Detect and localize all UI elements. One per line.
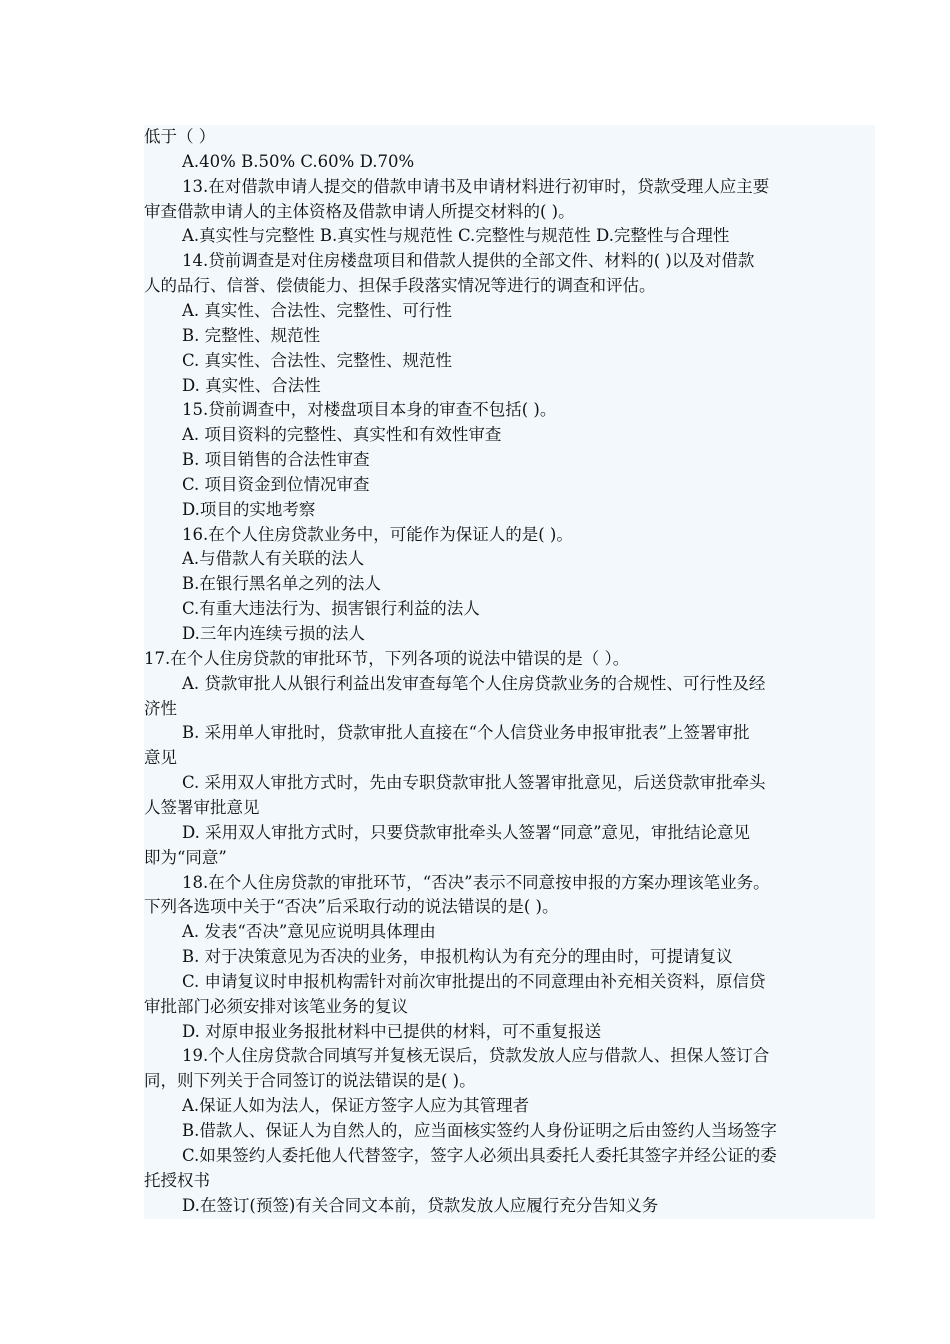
text-line: D. 真实性、合法性 <box>182 375 321 395</box>
text-line: 18.在个人住房贷款的审批环节，“否决”表示不同意按申报的方案办理该笔业务。 <box>182 872 770 892</box>
text-line: 16.在个人住房贷款业务中，可能作为保证人的是( )。 <box>182 524 573 544</box>
text-line: A.40% B.50% C.60% D.70% <box>182 151 415 171</box>
text-line: A. 真实性、合法性、完整性、可行性 <box>182 300 452 320</box>
text-line: 人签署审批意见 <box>144 797 260 817</box>
text-line: D.三年内连续亏损的法人 <box>182 624 365 643</box>
text-line: 审查借款申请人的主体资格及借款申请人所提交材料的( )。 <box>144 201 575 221</box>
document-page <box>144 125 875 1219</box>
text-line: D.在签订(预签)有关合同文本前，贷款发放人应履行充分告知义务 <box>182 1195 659 1215</box>
text-line: A. 项目资料的完整性、真实性和有效性审查 <box>182 425 502 445</box>
text-line: 17.在个人住房贷款的审批环节，下列各项的说法中错误的是（ ）。 <box>144 648 630 668</box>
text-line: 14.贷前调查是对住房楼盘项目和借款人提供的全部文件、材料的( )以及对借款 <box>182 251 755 271</box>
text-line: B. 完整性、规范性 <box>182 325 321 345</box>
text-line: 下列各选项中关于“否决”后采取行动的说法错误的是( )。 <box>144 897 559 917</box>
text-line: 审批部门必须安排对该笔业务的复议 <box>144 996 408 1016</box>
text-line: A. 发表“否决”意见应说明具体理由 <box>182 922 436 942</box>
text-line: D. 采用双人审批方式时，只要贷款审批牵头人签署“同意”意见，审批结论意见 <box>182 822 751 842</box>
text-line: 低于（ ） <box>144 127 216 146</box>
text-line: 19.个人住房贷款合同填写并复核无误后，贷款发放人应与借款人、担保人签订合 <box>182 1046 770 1066</box>
text-line: B.在银行黑名单之列的法人 <box>182 574 381 594</box>
text-line: 同，则下列关于合同签订的说法错误的是( )。 <box>144 1071 476 1091</box>
text-line: C. 真实性、合法性、完整性、规范性 <box>182 350 453 370</box>
text-line: 即为“同意” <box>144 847 227 867</box>
text-line: 人的品行、信誉、偿债能力、担保手段落实情况等进行的调查和评估。 <box>144 276 656 296</box>
text-line: B. 对于决策意见为否决的业务，申报机构认为有充分的理由时，可提请复议 <box>182 947 733 967</box>
text-line: B. 项目销售的合法性审查 <box>182 450 370 470</box>
text-line: 托授权书 <box>144 1170 210 1190</box>
text-line: B.借款人、保证人为自然人的，应当面核实签约人身份证明之后由签约人当场签字 <box>182 1121 777 1140</box>
text-line: A.保证人如为法人，保证方签字人应为其管理者 <box>182 1096 530 1116</box>
text-line: 济性 <box>144 698 177 718</box>
text-line: 意见 <box>144 748 177 768</box>
text-line: 13.在对借款申请人提交的借款申请书及申请材料进行初审时，贷款受理人应主要 <box>182 176 770 196</box>
text-line: C. 采用双人审批方式时，先由专职贷款审批人签署审批意见，后送贷款审批牵头 <box>182 773 766 793</box>
text-line: D. 对原申报业务报批材料中已提供的材料，可不重复报送 <box>182 1021 602 1041</box>
text-line: A. 贷款审批人从银行利益出发审查每笔个人住房贷款业务的合规性、可行性及经 <box>182 673 766 693</box>
text-line: C. 申请复议时申报机构需针对前次审批提出的不同意理由补充相关资料，原信贷 <box>182 971 766 991</box>
text-line: B. 采用单人审批时，贷款审批人直接在“个人信贷业务申报审批表”上签署审批 <box>182 723 750 743</box>
text-line: A.与借款人有关联的法人 <box>182 549 365 569</box>
text-line: A.真实性与完整性 B.真实性与规范性 C.完整性与规范性 D.完整性与合理性 <box>182 226 730 246</box>
text-line: C. 项目资金到位情况审查 <box>182 474 370 494</box>
text-line: C.如果签约人委托他人代替签字，签字人必须出具委托人委托其签字并经公证的委 <box>182 1145 777 1165</box>
text-line: 15.贷前调查中，对楼盘项目本身的审查不包括( )。 <box>182 400 557 420</box>
text-line: D.项目的实地考察 <box>182 499 316 519</box>
text-line: C.有重大违法行为、损害银行利益的法人 <box>182 599 480 619</box>
